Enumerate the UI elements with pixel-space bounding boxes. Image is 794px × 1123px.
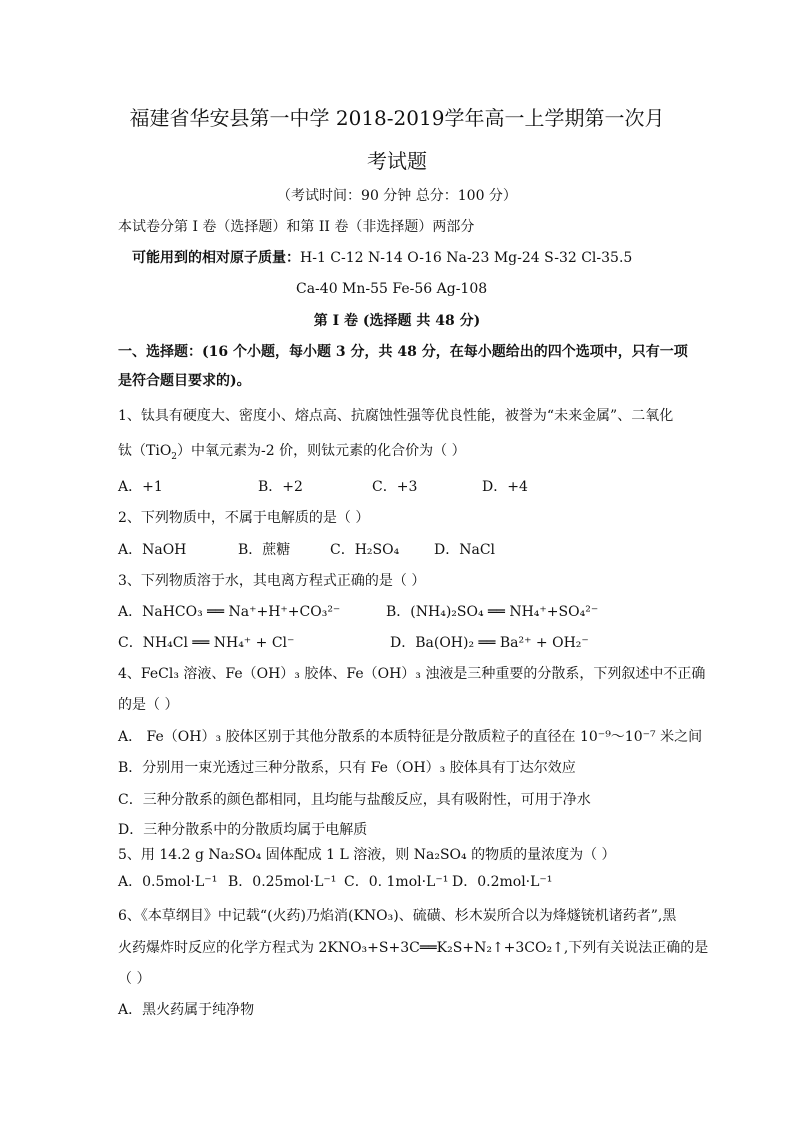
- q2-option-b: B．蔗糖: [238, 542, 291, 558]
- q3-option-a: A．NaHCO₃ ══ Na⁺+H⁺+CO₃²⁻: [118, 604, 341, 620]
- q4-option-b: B．分别用一束光透过三种分散系，只有 Fe（OH）₃ 胶体具有丁达尔效应: [118, 760, 576, 776]
- section-intro-line-2: 是符合题目要求的)。: [118, 373, 251, 389]
- q1-stem-line-1: 1、钛具有硬度大、密度小、熔点高、抗腐蚀性强等优良性能，被誉为“未来金属”、二氧化: [118, 408, 674, 424]
- title-line-2: 考试题: [367, 149, 427, 173]
- exam-info: （考试时间：90 分钟 总分：100 分）: [277, 188, 517, 204]
- q2-option-d: D．NaCl: [434, 542, 496, 558]
- atomic-mass-label: 可能用到的相对原子质量：: [132, 250, 300, 266]
- q5-option-b: B．0.25mol·L⁻¹: [228, 874, 337, 890]
- q3-option-b: B．(NH₄)₂SO₄ ══ NH₄⁺+SO₄²⁻: [386, 604, 599, 620]
- title-line-1: 福建省华安县第一中学 2018-2019学年高一上学期第一次月: [129, 106, 665, 130]
- q1-option-a: A．+1: [118, 479, 163, 495]
- atomic-mass-line-1: [132, 248, 632, 268]
- q3-stem: 3、下列物质溶于水，其电离方程式正确的是（ ）: [118, 573, 426, 589]
- q5-option-a: A．0.5mol·L⁻¹: [118, 874, 218, 890]
- q4-stem-line-1: 4、FeCl₃ 溶液、Fe（OH）₃ 胶体、Fe（OH）₃ 浊液是三种重要的分散系，下列叙述中不正确: [118, 666, 706, 682]
- q1-stem-part-b: ）中氧元素为-2 价，则钛元素的化合价为（ ）: [177, 443, 466, 459]
- q5-option-c: C．0. 1mol·L⁻¹: [344, 874, 449, 890]
- q1-option-c: C．+3: [372, 479, 418, 495]
- q1-stem-line-2: 钛（TiO$_2$）中氧元素为-2 价，则钛元素的化合价为（ ）: [118, 443, 466, 462]
- q2-option-c: C．H₂SO₄: [330, 542, 400, 558]
- q1-option-b: B．+2: [258, 479, 303, 495]
- q2-options: [118, 540, 718, 560]
- q1-option-d: D．+4: [482, 479, 528, 495]
- intro-text: 本试卷分第 I 卷（选择题）和第 II 卷（非选择题）两部分: [118, 219, 475, 235]
- section-intro-line-1: 一、选择题：(16 个小题，每小题 3 分，共 48 分，在每小题给出的四个选项中，只有一项: [118, 344, 688, 360]
- q4-option-d: D．三种分散系中的分散质均属于电解质: [118, 822, 368, 838]
- q2-stem: 2、下列物质中，不属于电解质的是（ ）: [118, 510, 370, 526]
- q2-option-a: A．NaOH: [118, 542, 187, 558]
- q6-stem-line-2: 火药爆炸时反应的化学方程式为 2KNO₃+S+3C══K₂S+N₂↑+3CO₂↑,下列有关说法正确的是: [118, 940, 709, 956]
- q6-stem-line-3: （ ）: [118, 971, 151, 987]
- q4-option-a: A． Fe（OH）₃ 胶体区别于其他分散系的本质特征是分散质粒子的直径在 10⁻⁹～10⁻⁷ 米之间: [118, 729, 703, 745]
- q6-stem-line-1: 6、《本草纲目》中记载“(火药)乃焰消(KNO₃)、硫磺、杉木炭所合以为烽燧铳机诸药者”,黑: [118, 908, 677, 924]
- q5-stem: 5、用 14.2 g Na₂SO₄ 固体配成 1 L 溶液，则 Na₂SO₄ 的物质的量浓度为（ ）: [118, 847, 616, 863]
- atomic-mass-line-2: Ca-40 Mn-55 Fe-56 Ag-108: [296, 281, 488, 297]
- q3-option-c: C．NH₄Cl ══ NH₄⁺ + Cl⁻: [118, 635, 295, 651]
- q5-options: [118, 872, 718, 892]
- q4-stem-line-2: 的是（ ）: [118, 697, 179, 713]
- q1-stem-part-a: 钛（TiO: [118, 443, 172, 459]
- q1-options: [118, 477, 718, 497]
- q5-option-d: D．0.2mol·L⁻¹: [452, 874, 553, 890]
- q3-option-d: D．Ba(OH)₂ ══ Ba²⁺ + OH₂⁻: [390, 635, 589, 651]
- atomic-mass-values-1: H-1 C-12 N-14 O-16 Na-23 Mg-24 S-32 Cl-35.5: [300, 250, 633, 266]
- section-title: 第 I 卷 (选择题 共 48 分): [313, 313, 481, 329]
- q6-option-a: A．黑火药属于纯净物: [118, 1002, 255, 1018]
- q4-option-c: C．三种分散系的颜色都相同，且均能与盐酸反应，具有吸附性，可用于净水: [118, 792, 591, 808]
